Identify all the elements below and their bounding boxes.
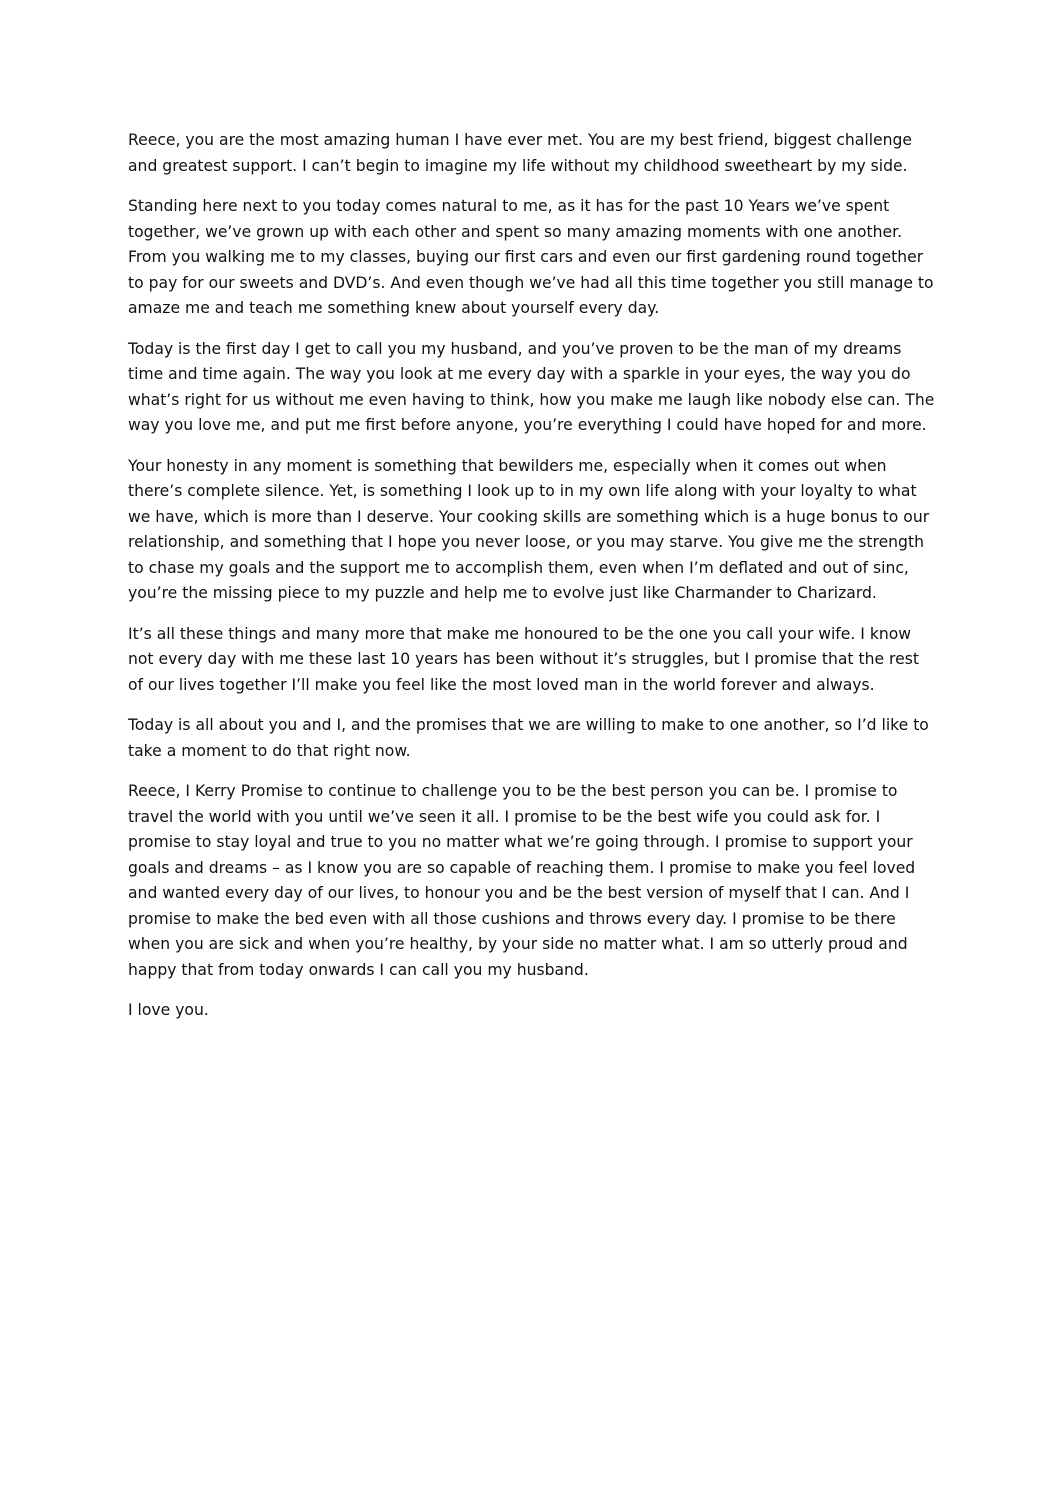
- paragraph-husband: Today is the first day I get to call you my husband, and you’ve proven to be the man of my dreams time and time again. The way you look at me every day with a sparkle in your eyes, the way you do what’s right for us without me even having to think, how you make me laugh like nobody else can. The way you love me, and put me first before anyone, you’re everything I could have hoped for and more.: [128, 339, 935, 434]
- paragraph-promises-intro: Today is all about you and I, and the promises that we are willing to make to one another, so I’d like to take a moment to do that right now.: [128, 716, 929, 760]
- paragraph-intro: Reece, you are the most amazing human I have ever met. You are my best friend, biggest challenge and greatest support. I can’t begin to imagine my life without my childhood sweetheart by my side.: [128, 131, 912, 175]
- paragraph-together: Standing here next to you today comes natural to me, as it has for the past 10 Years we’ve spent together, we’ve grown up with each other and spent so many amazing moments with one another. From you walking me to my classes, buying our first cars and even our first gardening round together to pay for our sweets and DVD’s. And even though we’ve had all this time together you still manage to amaze me and teach me something knew about yourself every day.: [128, 197, 934, 317]
- paragraph-closing: I love you.: [128, 1001, 209, 1019]
- paragraph-honoured: It’s all these things and many more that make me honoured to be the one you call your wife. I know not every day with me these last 10 years has been without it’s struggles, but I promise that the rest of our lives together I’ll make you feel like the most loved man in the world forever and always.: [128, 624, 919, 694]
- paragraph-honesty: Your honesty in any moment is something that bewilders me, especially when it comes out when there’s complete silence. Yet, is something I look up to in my own life along with your loyalty to what we have, which is more than I deserve. Your cooking skills are something which is a huge bonus to our relationship, and something that I hope you never loose, or you may starve. You give me the strength to chase my goals and the support me to accomplish them, even when I’m deflated and out of sinc, you’re the missing piece to my puzzle and help me to evolve just like Charmander to Charizard.: [128, 456, 930, 602]
- document-body: [128, 128, 936, 1039]
- paragraph-vows: Reece, I Kerry Promise to continue to challenge you to be the best person you can be. I promise to travel the world with you until we’ve seen it all. I promise to be the best wife you could ask for. I promise to stay loyal and true to you no matter what we’re going through. I promise to support your goals and dreams – as I know you are so capable of reaching them. I promise to make you feel loved and wanted every day of our lives, to honour you and be the best version of myself that I can. And I promise to make the bed even with all those cushions and throws every day. I promise to be there when you are sick and when you’re healthy, by your side no matter what. I am so utterly proud and happy that from today onwards I can call you my husband.: [128, 782, 916, 979]
